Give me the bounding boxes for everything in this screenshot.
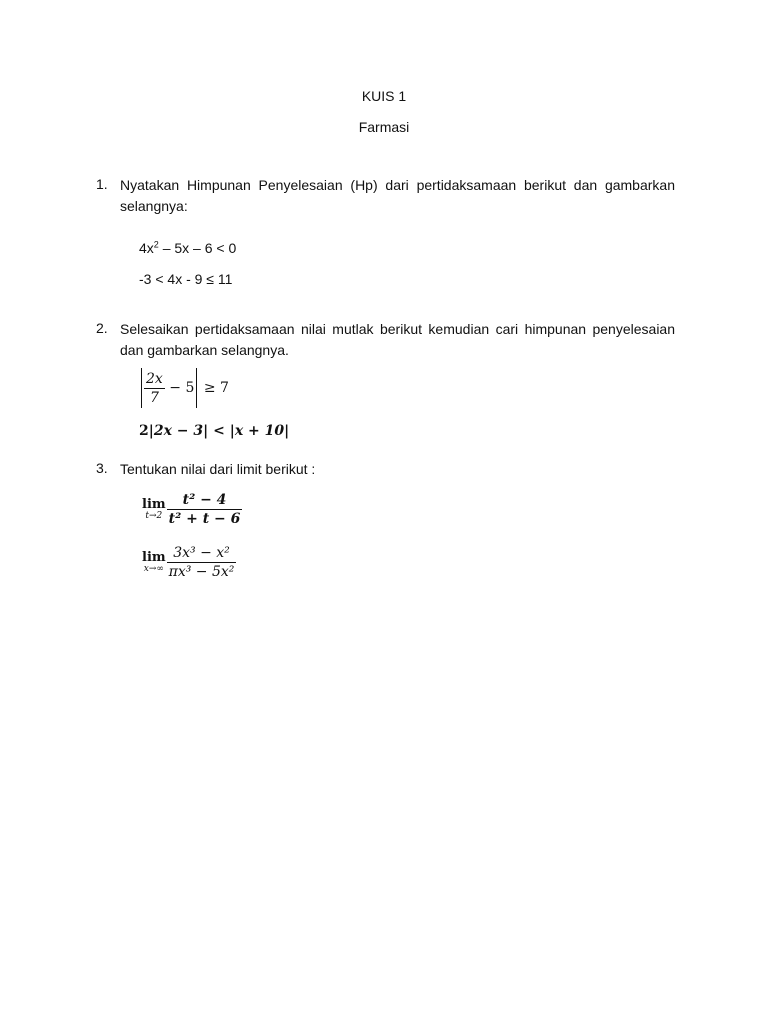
q2e1-denominator: 7: [149, 389, 159, 406]
q3e2-limit: [142, 551, 166, 574]
quiz-subtitle: Farmasi: [358, 119, 410, 135]
question-1-expression-2: -3 < 4x - 9 ≤ 11: [139, 271, 233, 287]
q3e1-numerator: t² − 4: [167, 492, 243, 510]
q2e1-rest: − 5: [169, 380, 195, 396]
q2e1-numerator: 2x: [146, 370, 163, 387]
q1e1-part-a: 4x: [139, 240, 154, 256]
question-3-expression-2: [142, 545, 236, 580]
q2e2-relation: <: [213, 423, 225, 439]
question-1-text: Nyatakan Himpunan Penyelesaian (Hp) dari pertidaksamaan berikut dan gambarkan selangnya:: [120, 177, 675, 214]
q2e2-inner-right: x + 10: [234, 423, 285, 439]
abs-bar-left: [141, 368, 142, 408]
q2e1-relation: ≥ 7: [203, 380, 229, 396]
q3e1-limit: [142, 498, 166, 521]
question-2-text: Selesaikan pertidaksamaan nilai mutlak berikut kemudian cari himpunan penyelesaian dan gambarkan selangnya.: [120, 321, 675, 358]
q3e2-lim-word: lim: [142, 550, 166, 565]
q3e2-lim-sub: x→∞: [143, 564, 164, 574]
q2e2-coefficient: 2: [139, 423, 149, 439]
question-2-number: 2.: [96, 320, 108, 336]
q3e1-lim-sub: t→2: [145, 511, 163, 521]
q3e1-denominator: t² + t − 6: [168, 511, 241, 527]
q2e2-inner-left: 2x − 3: [153, 423, 204, 439]
q3e1-fraction: [167, 492, 243, 527]
question-2-expression-1: [139, 368, 229, 408]
question-3-number: 3.: [96, 460, 108, 476]
q1e1-part-b: – 5x – 6 < 0: [158, 240, 237, 256]
q3e2-numerator: 3x³ − x²: [167, 545, 237, 563]
question-2-expression-2: 2|2x − 3| < |x + 10|: [139, 423, 290, 439]
question-3-expression-1: [142, 492, 242, 527]
abs-bar-right: [196, 368, 197, 408]
q2e1-fraction: [144, 371, 165, 406]
q3e2-fraction: [167, 545, 237, 580]
q3e2-denominator: πx³ − 5x²: [168, 564, 235, 580]
q3e1-lim-word: lim: [142, 497, 166, 512]
question-1-expression-1: [139, 240, 236, 256]
q1e1-superscript: 2: [153, 239, 159, 250]
quiz-title: KUIS 1: [361, 88, 407, 104]
question-3-text: Tentukan nilai dari limit berikut :: [120, 461, 316, 477]
question-1-number: 1.: [96, 176, 108, 192]
